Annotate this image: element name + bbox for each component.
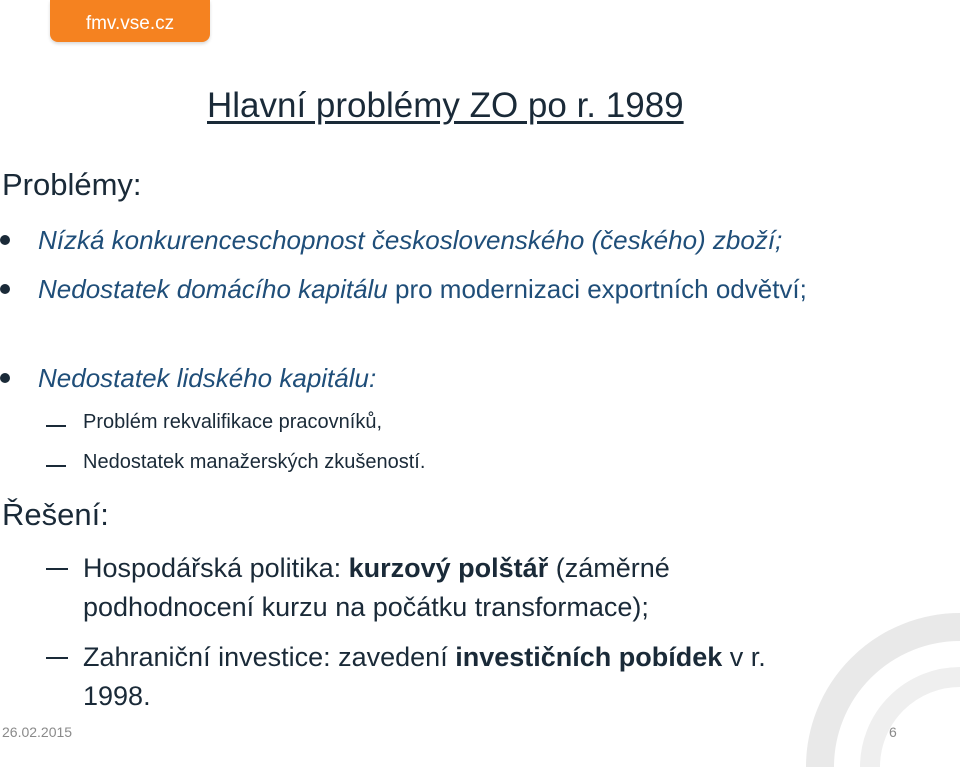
- problem-item-3-text: Nedostatek lidského kapitálu:: [38, 363, 377, 393]
- logo-text: fmv.vse.cz: [85, 13, 175, 34]
- problem-item-2-italic: Nedostatek domácího kapitálu: [38, 274, 388, 304]
- problems-heading: Problémy:: [2, 167, 142, 202]
- solution-item-2-text: [83, 638, 816, 716]
- problem-item-2-normal: pro modernizaci exportních odvětví;: [387, 274, 807, 304]
- corner-decoration: [800, 607, 960, 767]
- solution-item-1-text: [83, 549, 816, 627]
- bullet-icon: [0, 284, 10, 294]
- solution-item-1-post: (záměrné podhodnocení kurzu na počátku transformace);: [83, 553, 670, 622]
- page-number: 6: [889, 724, 897, 740]
- dash-icon: [46, 568, 68, 570]
- dash-icon: [46, 657, 68, 659]
- bullet-icon: [0, 373, 10, 383]
- solutions-heading: Řešení:: [2, 497, 109, 532]
- problem-item-1-text: Nízká konkurenceschopnost československého (českého) zboží;: [38, 225, 783, 255]
- solution-item-2-pre: Zahraniční investice: zavedení: [83, 642, 456, 672]
- bullet-icon: [0, 235, 10, 245]
- dash-icon: [46, 465, 66, 467]
- problem-subitem-2-text: Nedostatek manažerských zkušeností.: [83, 451, 426, 473]
- solution-item-2-post: v r. 1998.: [83, 642, 766, 711]
- solution-item-1-pre: Hospodářská politika:: [83, 553, 349, 583]
- problem-subitem-1-text: Problém rekvalifikace pracovníků,: [83, 411, 383, 433]
- footer-date: 26.02.2015: [2, 724, 73, 740]
- solution-item-1-bold: kurzový polštář: [348, 553, 549, 583]
- solution-item-2-bold: investičních pobídek: [455, 642, 723, 672]
- logo-badge: [50, 0, 210, 42]
- problem-item-2-text: [38, 266, 880, 312]
- slide-title: Hlavní problémy ZO po r. 1989: [207, 86, 684, 125]
- dash-icon: [46, 425, 66, 427]
